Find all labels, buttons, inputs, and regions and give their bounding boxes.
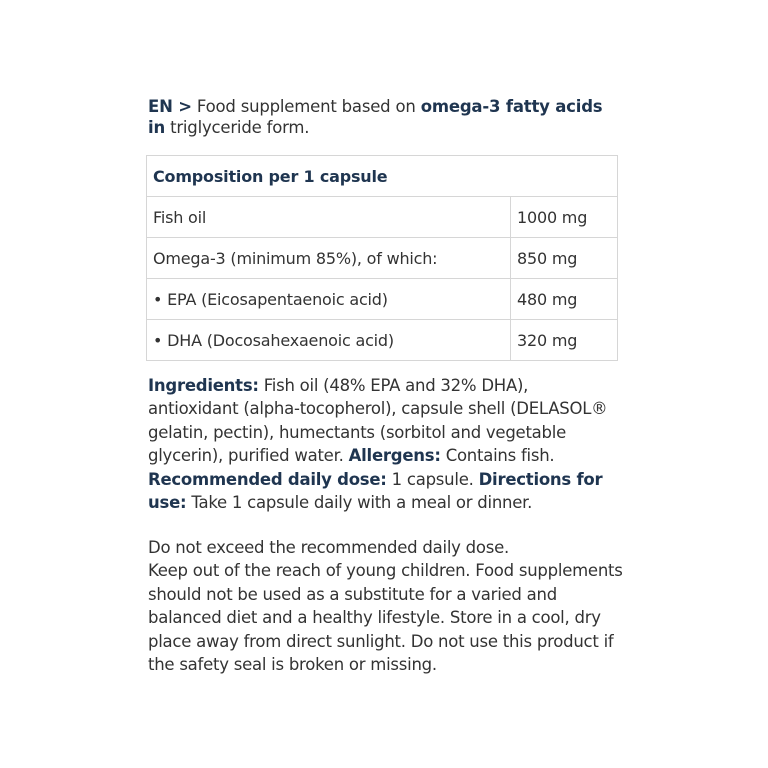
allergens-label: Allergens: [348,446,441,466]
table-row [147,320,618,361]
directions-text: Take 1 capsule daily with a meal or dinner. [191,493,533,513]
composition-header: Composition per 1 capsule [147,156,618,197]
ingredient-name: • DHA (Docosahexaenoic acid) [147,320,511,361]
ingredient-amount: 850 mg [511,238,618,279]
composition-table [146,155,618,361]
ingredient-name: Omega-3 (minimum 85%), of which: [147,238,511,279]
composition-header-row [147,156,618,197]
ingredients-paragraph [148,374,618,514]
warnings-section [148,536,623,676]
allergens-text: Contains fish. [445,446,555,466]
table-row [147,279,618,320]
ingredients-text: Fish oil (48% EPA and 32% DHA), antioxidant (alpha-tocopherol), capsule shell (DELASOL® gelatin, pectin), humectants (sorbitol and vegetable glycerin), purified water. [148,376,608,466]
warning-general: Keep out of the reach of young children. Food supplements should not be used as a substitute for a varied and balanced diet and a healthy lifestyle. Store in a cool, dry place away from direct sunlight. Do not use this product if the safety seal is broken or missing. [148,561,623,675]
intro-paragraph [148,96,623,138]
directions-label: Directions for use: [148,469,603,513]
warning-dose: Do not exceed the recommended daily dose. [148,538,509,557]
intro-highlight: omega-3 fatty acids in [148,97,603,137]
table-row [147,238,618,279]
ingredient-name: • EPA (Eicosapentaenoic acid) [147,279,511,320]
ingredient-amount: 480 mg [511,279,618,320]
table-row [147,197,618,238]
ingredient-amount: 320 mg [511,320,618,361]
intro-text-end: triglyceride form. [170,118,310,137]
ingredient-name: Fish oil [147,197,511,238]
dose-text: 1 capsule. [391,469,474,489]
intro-text: Food supplement based on [196,97,416,116]
ingredients-label: Ingredients: [148,376,259,395]
dose-label: Recommended daily dose: [148,469,387,489]
language-code: EN > [148,97,192,116]
ingredient-amount: 1000 mg [511,197,618,238]
